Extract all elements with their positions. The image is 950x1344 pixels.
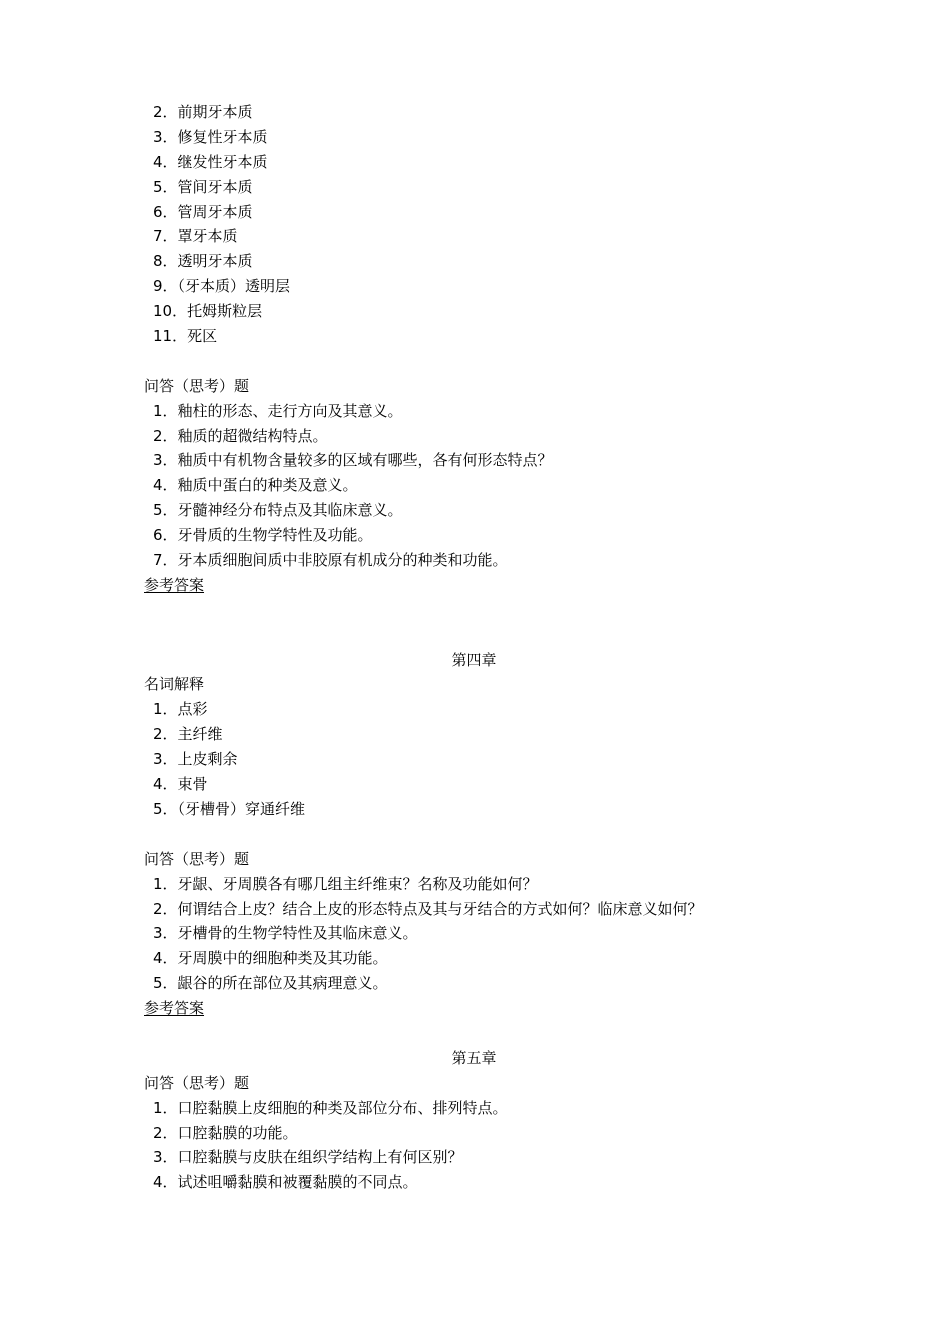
list-item: 6．管周牙本质: [153, 202, 253, 221]
list-item: 2．主纤维: [153, 725, 223, 744]
list-item: 3．釉质中有机物含量较多的区域有哪些，各有何形态特点？: [153, 451, 553, 470]
spacer: [144, 349, 804, 374]
list-item: 5．牙髓神经分布特点及其临床意义。: [153, 501, 403, 520]
question-section-ch4: [144, 847, 804, 1021]
list-item: 4．束骨: [153, 775, 208, 794]
section-heading: 问答（思考）题: [144, 1073, 250, 1092]
list-item: 6．牙骨质的生物学特性及功能。: [153, 526, 373, 545]
list-item: 8．透明牙本质: [153, 252, 253, 271]
spacer: [144, 1021, 804, 1046]
reference-answer-link[interactable]: 参考答案: [144, 575, 205, 594]
chapter-5-section: [144, 1046, 804, 1195]
list-item: 3．修复性牙本质: [153, 127, 268, 146]
section-heading: 问答（思考）题: [144, 376, 250, 395]
list-item: 4．继发性牙本质: [153, 152, 268, 171]
chapter-4-section: [144, 648, 804, 822]
list-item: 2．釉质的超微结构特点。: [153, 426, 328, 445]
list-item: 4．试述咀嚼黏膜和被覆黏膜的不同点。: [153, 1173, 418, 1192]
reference-answer-link[interactable]: 参考答案: [144, 999, 205, 1018]
spacer: [144, 623, 804, 648]
spacer: [144, 822, 804, 847]
list-item: 10．托姆斯粒层: [153, 302, 263, 321]
list-item: 1．点彩: [153, 700, 208, 719]
list-item: 5．龈谷的所在部位及其病理意义。: [153, 974, 388, 993]
spacer: [144, 598, 804, 623]
chapter-title: 第四章: [451, 650, 497, 669]
section-heading: 问答（思考）题: [144, 849, 250, 868]
list-item: 11．死区: [153, 327, 218, 346]
list-item: 1．釉柱的形态、走行方向及其意义。: [153, 401, 403, 420]
list-item: 2．前期牙本质: [153, 103, 253, 121]
list-item: 4．牙周膜中的细胞种类及其功能。: [153, 949, 388, 968]
chapter-title: 第五章: [451, 1048, 497, 1067]
list-item: 5．管间牙本质: [153, 177, 253, 196]
list-item: 7．牙本质细胞间质中非胶原有机成分的种类和功能。: [153, 551, 508, 570]
list-item: 3．口腔黏膜与皮肤在组织学结构上有何区别？: [153, 1148, 463, 1167]
list-item: 4．釉质中蛋白的种类及意义。: [153, 476, 358, 495]
list-item: 5．（牙槽骨）穿通纤维: [153, 799, 306, 818]
question-section-ch3: [144, 374, 804, 598]
list-item: 2．口腔黏膜的功能。: [153, 1123, 298, 1142]
list-item: 3．上皮剩余: [153, 750, 238, 769]
section-heading: 名词解释: [144, 675, 205, 694]
term-list-continued: [144, 100, 804, 349]
list-item: 1．牙龈、牙周膜各有哪几组主纤维束？名称及功能如何？: [153, 874, 538, 893]
list-item: 7．罩牙本质: [153, 227, 238, 246]
list-item: 1．口腔黏膜上皮细胞的种类及部位分布、排列特点。: [153, 1098, 508, 1117]
document-body: [144, 100, 804, 1195]
list-item: 3．牙槽骨的生物学特性及其临床意义。: [153, 924, 418, 943]
list-item: 9．（牙本质）透明层: [153, 277, 291, 296]
list-item: 2．何谓结合上皮？结合上皮的形态特点及其与牙结合的方式如何？临床意义如何？: [153, 899, 703, 918]
